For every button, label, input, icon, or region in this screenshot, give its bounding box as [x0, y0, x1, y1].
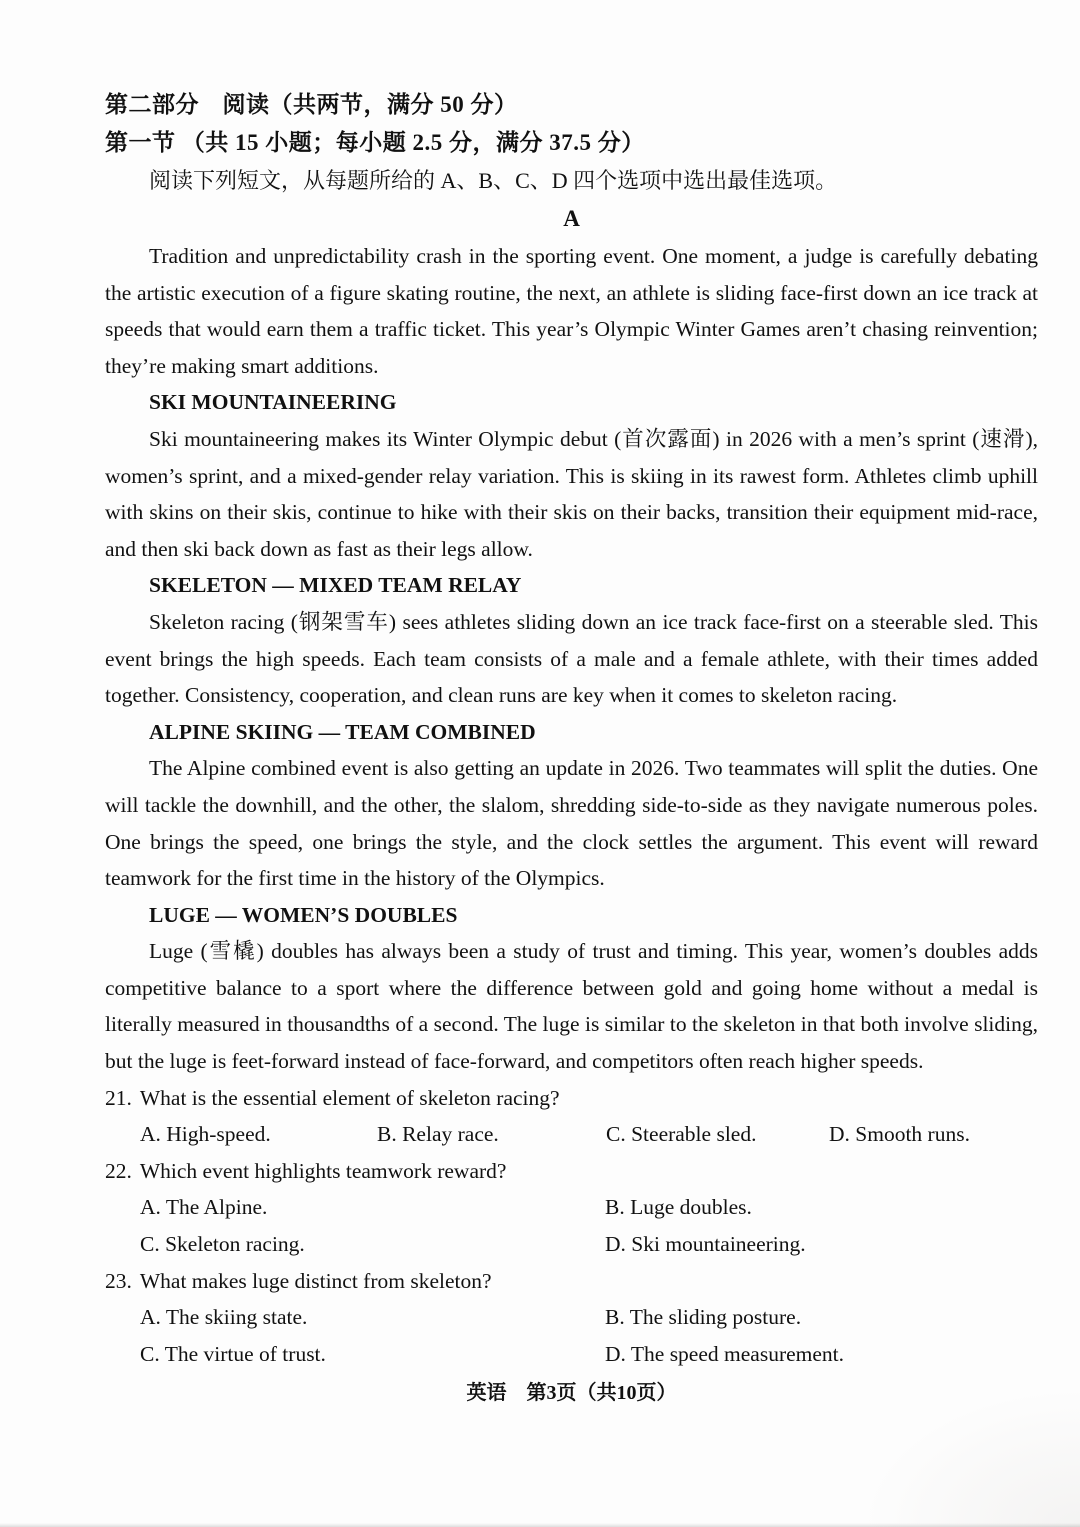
question-23-number: 23.	[105, 1268, 132, 1293]
question-22-options-row1	[105, 1189, 1038, 1226]
option-23-a: A. The skiing state.	[140, 1305, 308, 1330]
option-23-d: D. The speed measurement.	[605, 1341, 845, 1366]
question-21-number: 21.	[105, 1085, 132, 1110]
question-23-text	[105, 1263, 1038, 1300]
paragraph-skeleton: Skeleton racing (钢架雪车) sees athletes sliding down an ice track face-first on a steerable sled. This event brings the high speeds. Each team consists of a male and a female athlete, with their times added together. Consistency, cooperation, and clean runs are key when it comes to skeleton racing.	[105, 609, 1038, 708]
option-21-b: B. Relay race.	[377, 1122, 499, 1147]
instructions: 阅读下列短文，从每题所给的 A、B、C、D 四个选项中选出最佳选项。	[149, 168, 838, 193]
question-22-text	[105, 1153, 1038, 1190]
option-22-d: D. Ski mountaineering.	[605, 1232, 806, 1257]
question-23-stem: What makes luge distinct from skeleton?	[139, 1268, 492, 1293]
option-23-c: C. The virtue of trust.	[140, 1341, 326, 1366]
paragraph-luge: Luge (雪橇) doubles has always been a study of trust and timing. This year, women’s doubles adds competitive balance to a sport where the difference between gold and going home without a medal is literally measured in thousandths of a second. The luge is similar to the skeleton in that both involve sliding, but the luge is feet-forward instead of face-forward, and competitors often reach higher speeds.	[105, 939, 1038, 1074]
question-21	[105, 1080, 1038, 1153]
option-22-c: C. Skeleton racing.	[140, 1232, 305, 1257]
question-21-stem: What is the essential element of skeleton racing?	[139, 1085, 560, 1110]
option-21-a: A. High-speed.	[140, 1122, 271, 1147]
option-22-b: B. Luge doubles.	[605, 1195, 752, 1220]
question-21-options	[105, 1116, 1038, 1153]
heading-luge: LUGE — WOMEN’S DOUBLES	[149, 902, 458, 927]
option-21-c: C. Steerable sled.	[606, 1122, 757, 1147]
question-22-number: 22.	[105, 1158, 132, 1183]
question-23	[105, 1263, 1038, 1373]
option-21-d: D. Smooth runs.	[829, 1122, 970, 1147]
heading-ski-mountaineering: SKI MOUNTAINEERING	[149, 390, 397, 415]
heading-alpine-skiing: ALPINE SKIING — TEAM COMBINED	[149, 719, 536, 744]
page-footer: 英语 第3页（共10页）	[466, 1382, 677, 1405]
option-23-b: B. The sliding posture.	[605, 1305, 802, 1330]
heading-skeleton: SKELETON — MIXED TEAM RELAY	[149, 573, 522, 598]
part-title: 第二部分 阅读（共两节，满分 50 分）	[105, 92, 518, 117]
question-22-options-row2	[105, 1226, 1038, 1263]
question-23-options-row1	[105, 1299, 1038, 1336]
passage-intro: Tradition and unpredictability crash in the sporting event. One moment, a judge is carefully debating the artistic execution of a figure skating routine, the next, an athlete is sliding face-first down an ice track at speeds that would earn them a traffic ticket. This year’s Olympic Winter Games aren’t chasing reinvention; they’re making smart additions.	[105, 244, 1038, 378]
passage-label: A	[563, 206, 580, 231]
section-title: 第一节 （共 15 小题；每小题 2.5 分，满分 37.5 分）	[105, 130, 645, 155]
question-23-options-row2	[105, 1336, 1038, 1373]
question-22-stem: Which event highlights teamwork reward?	[139, 1158, 507, 1183]
question-22	[105, 1153, 1038, 1263]
question-21-text	[105, 1080, 1038, 1117]
option-22-a: A. The Alpine.	[140, 1195, 268, 1220]
paragraph-ski-mountaineering: Ski mountaineering makes its Winter Olympic debut (首次露面) in 2026 with a men’s sprint (速滑), women’s sprint, and a mixed-gender relay variation. This is skiing in its rawest form. Athletes climb uphill with skins on their skis, continue to hike with their skis on their backs, transition their equipment mid-race, and then ski back down as fast as their legs allow.	[105, 426, 1038, 561]
page-content	[105, 86, 1038, 1410]
paragraph-alpine-skiing: The Alpine combined event is also getting an update in 2026. Two teammates will split the duties. One will tackle the downhill, and the other, the slalom, shredding side-to-side as they navigate numerous poles. One brings the speed, one brings the style, and the clock settles the argument. This event will reward teamwork for the first time in the history of the Olympics.	[105, 756, 1038, 891]
